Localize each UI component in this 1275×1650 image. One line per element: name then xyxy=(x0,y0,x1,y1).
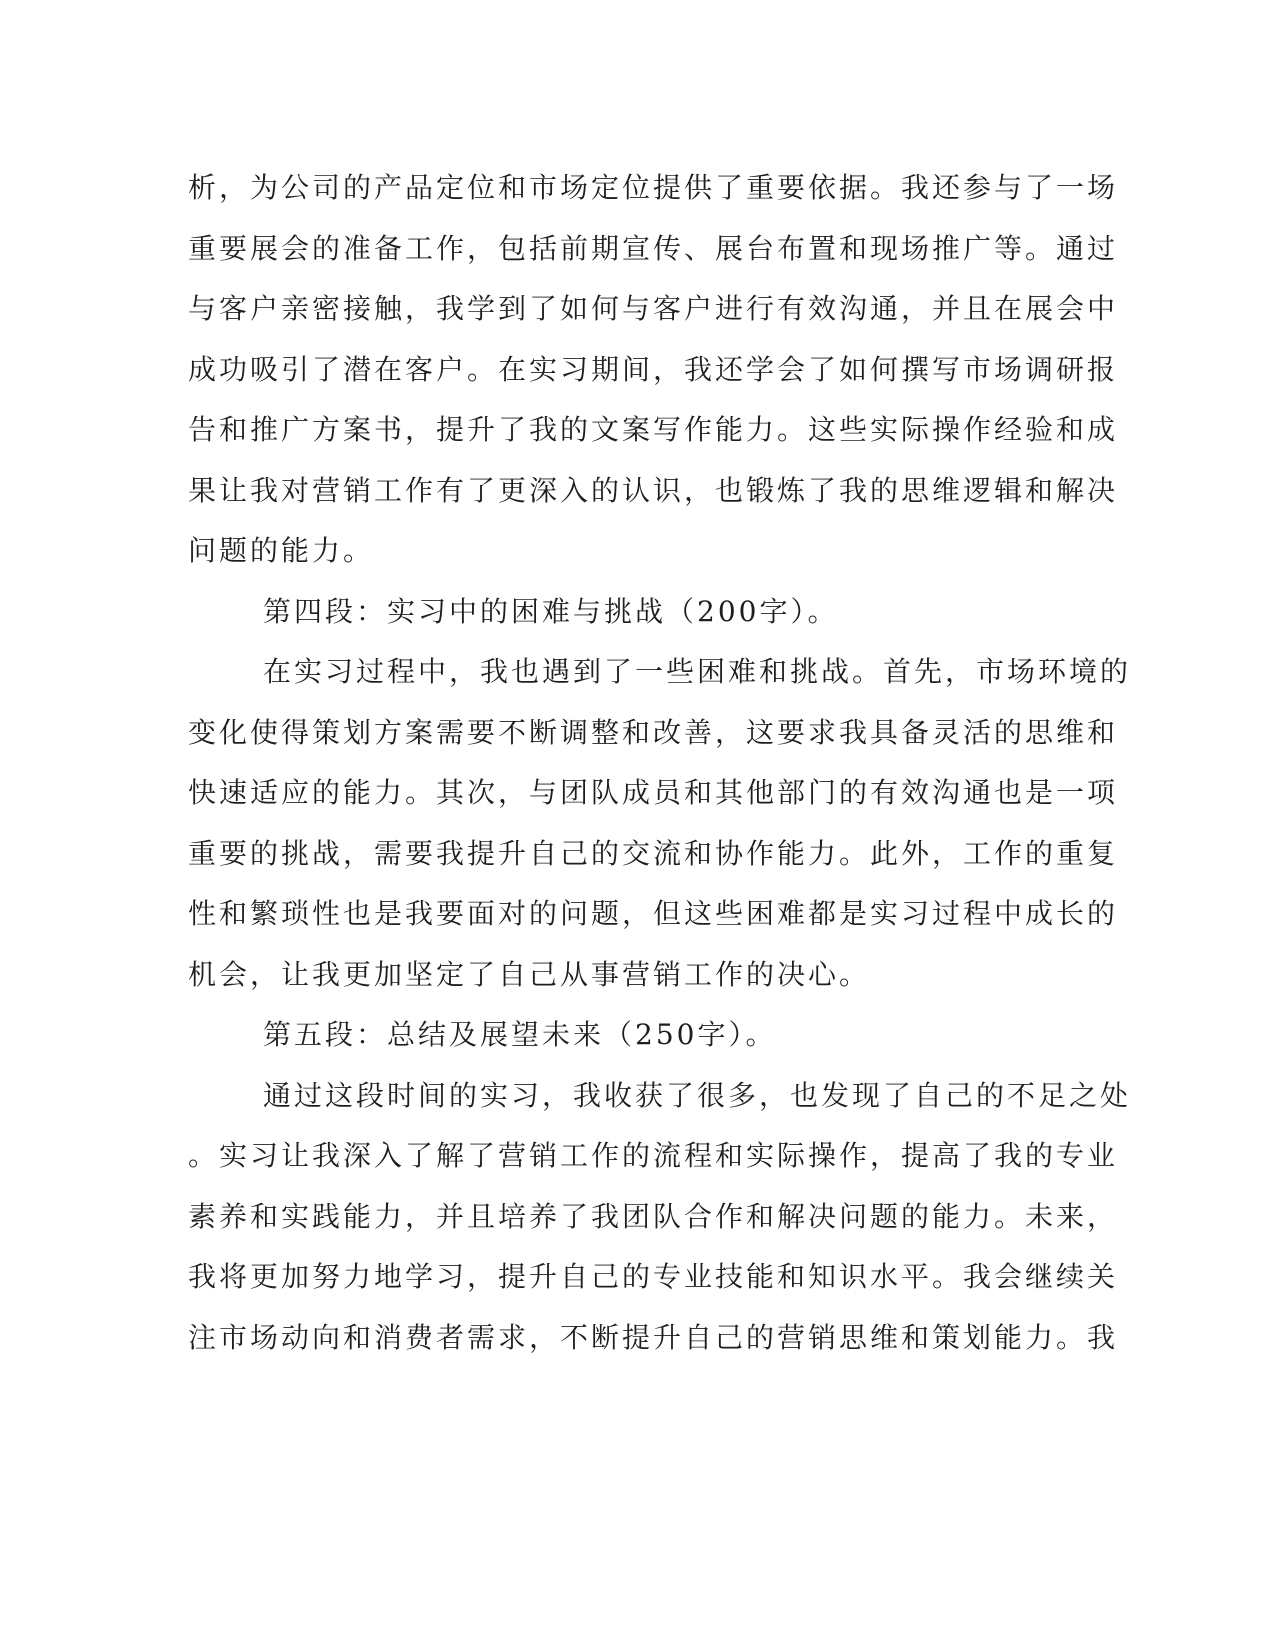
section-heading-5: 第五段：总结及展望未来（250字）。 xyxy=(263,1018,777,1051)
text-line: 。实习让我深入了解了营销工作的流程和实际操作，提高了我的专业 xyxy=(188,1139,1119,1172)
text-line: 性和繁琐性也是我要面对的问题，但这些困难都是实习过程中成长的 xyxy=(188,897,1119,930)
text-line: 析，为公司的产品定位和市场定位提供了重要依据。我还参与了一场 xyxy=(188,171,1119,204)
text-line: 我将更加努力地学习，提升自己的专业技能和知识水平。我会继续关 xyxy=(188,1260,1119,1293)
text-line: 与客户亲密接触，我学到了如何与客户进行有效沟通，并且在展会中 xyxy=(188,292,1119,325)
text-line: 快速适应的能力。其次，与团队成员和其他部门的有效沟通也是一项 xyxy=(188,776,1119,809)
text-line: 在实习过程中，我也遇到了一些困难和挑战。首先，市场环境的 xyxy=(263,655,1132,688)
text-line: 注市场动向和消费者需求，不断提升自己的营销思维和策划能力。我 xyxy=(188,1320,1119,1354)
text-line: 成功吸引了潜在客户。在实习期间，我还学会了如何撰写市场调研报 xyxy=(188,352,1119,386)
text-line: 果让我对营销工作有了更深入的认识，也锻炼了我的思维逻辑和解决 xyxy=(188,473,1119,507)
text-line: 素养和实践能力，并且培养了我团队合作和解决问题的能力。未来， xyxy=(188,1199,1119,1233)
section-heading-4: 第四段：实习中的困难与挑战（200字）。 xyxy=(263,594,839,628)
text-line: 机会，让我更加坚定了自己从事营销工作的决心。 xyxy=(188,957,871,991)
text-line: 重要的挑战，需要我提升自己的交流和协作能力。此外，工作的重复 xyxy=(188,836,1119,870)
body-text xyxy=(188,158,1132,1368)
text-line: 重要展会的准备工作，包括前期宣传、展台布置和现场推广等。通过 xyxy=(188,231,1119,265)
text-line: 变化使得策划方案需要不断调整和改善，这要求我具备灵活的思维和 xyxy=(188,715,1119,749)
text-line: 问题的能力。 xyxy=(188,534,375,567)
text-line: 通过这段时间的实习，我收获了很多，也发现了自己的不足之处 xyxy=(263,1078,1132,1112)
text-line: 告和推广方案书，提升了我的文案写作能力。这些实际操作经验和成 xyxy=(188,413,1119,446)
